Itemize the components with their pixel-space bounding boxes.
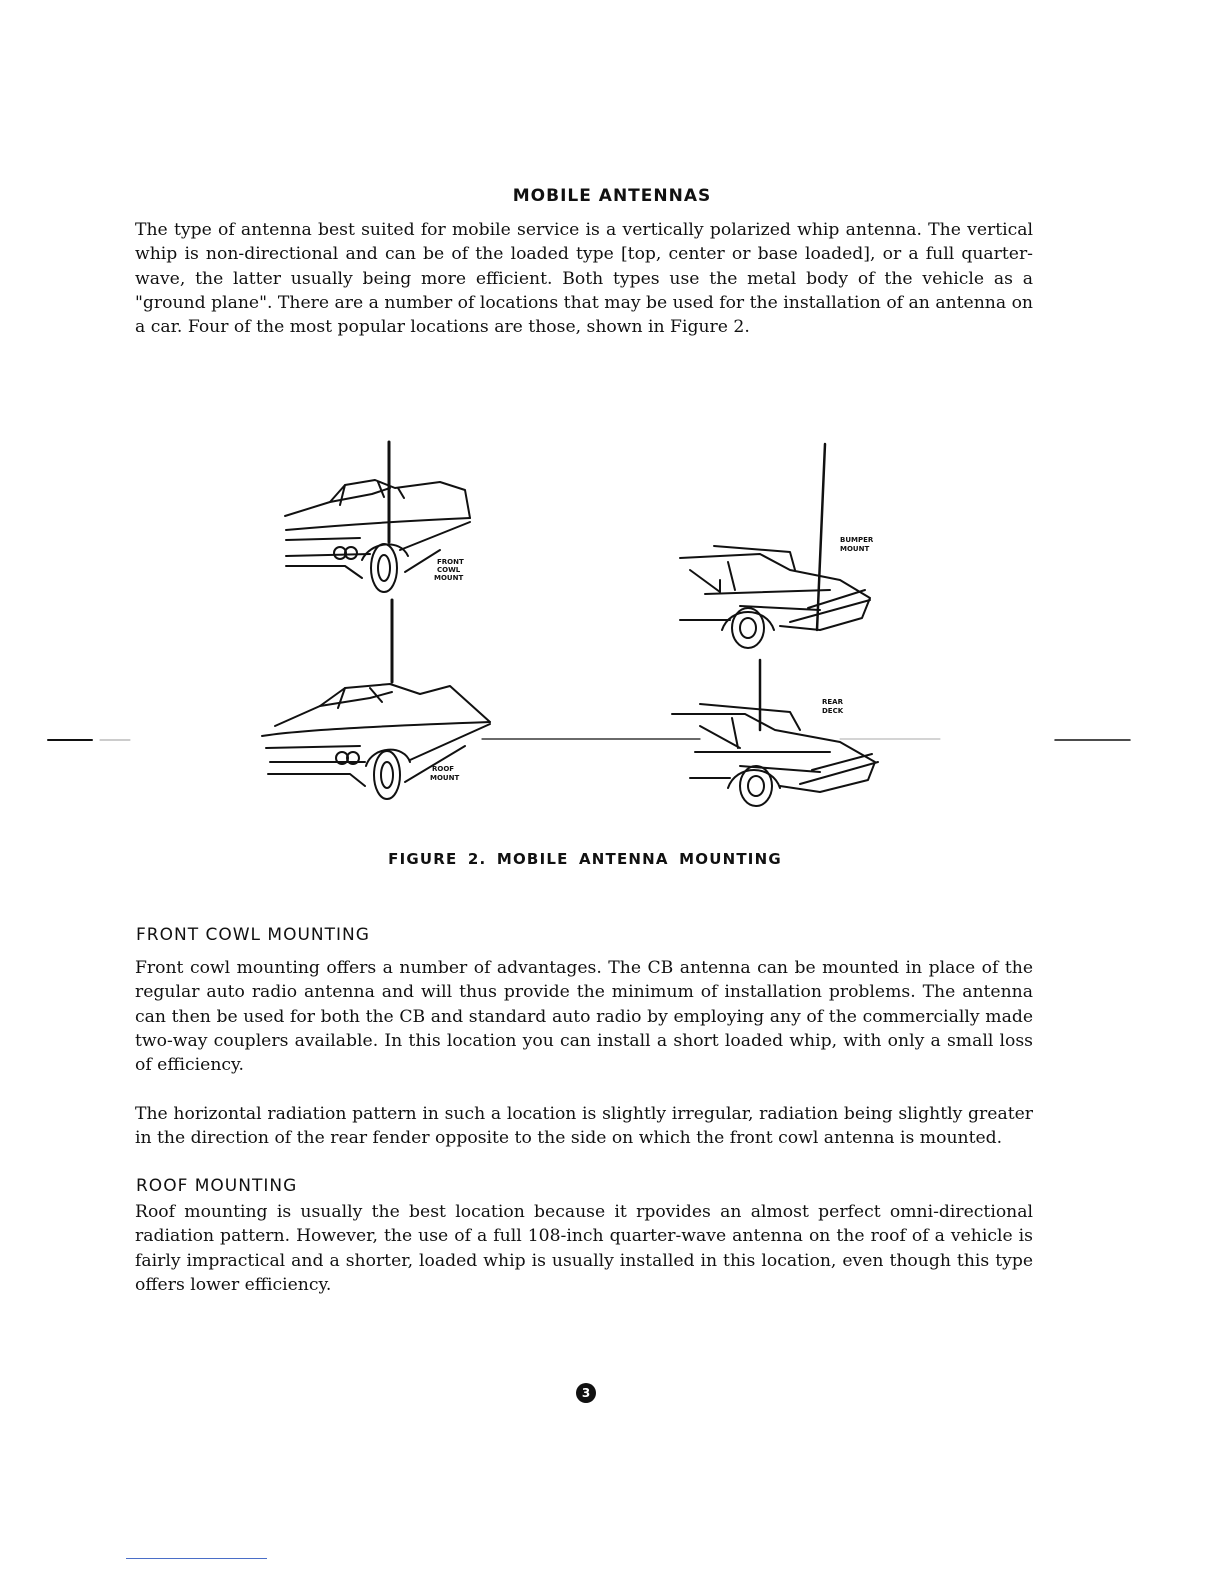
label-bumper: BUMPER [840,536,874,544]
page-number: 3 [576,1383,596,1403]
section-heading-roof: ROOF MOUNTING [136,1176,298,1196]
page-title: MOBILE ANTENNAS [512,186,712,206]
front-cowl-paragraph-1: Front cowl mounting offers a number of advantages. The CB antenna can be mounted in place of the regular auto radio antenna and will thus provide the minimum of installation problems. The antenna can then be used for both the CB and standard auto radio by employing any of the commercially made two-way couplers available. In this location you can install a short loaded whip, with only a small loss of efficiency. [135,958,1033,1076]
bottom-rule [126,1558,267,1559]
label-deck: DECK [822,707,844,715]
label-cowl: COWL [437,566,461,574]
label-mount-bumper: MOUNT [840,545,870,553]
rear-deck-car-drawing [672,660,878,806]
label-roof: ROOF [432,765,455,773]
label-front: FRONT [437,558,464,566]
figure-caption: FIGURE 2. MOBILE ANTENNA MOUNTING [388,850,782,868]
antenna-mounting-figure [0,430,1224,830]
label-mount-roof: MOUNT [430,774,460,782]
label-mount-front: MOUNT [434,574,464,582]
intro-paragraph: The type of antenna best suited for mobile service is a vertically polarized whip antenna. The vertical whip is non-directional and can be of the loaded type [top, center or base loaded], or a full quarter-wave, the latter usually being more efficient. Both types use the metal body of the vehicle as a "ground plane". There are a number of locations that may be used for the installation of an antenna on a car. Four of the most popular locations are those, shown in Figure 2. [135,220,1033,338]
section-heading-front-cowl: FRONT COWL MOUNTING [136,925,370,945]
label-rear: REAR [822,698,843,706]
roof-mount-car-drawing [262,600,490,799]
roof-paragraph: Roof mounting is usually the best location because it rpovides an almost perfect omni-directional radiation pattern. However, the use of a full 108-inch quarter-wave antenna on the roof of a vehicle is fairly impractical and a shorter, loaded whip is usually installed in this location, even though this type offers lower efficiency. [135,1202,1033,1295]
front-cowl-paragraph-2: The horizontal radiation pattern in such a location is slightly irregular, radiation being slightly greater in the direction of the rear fender opposite to the side on which the front cowl antenna is mounted. [135,1104,1033,1149]
